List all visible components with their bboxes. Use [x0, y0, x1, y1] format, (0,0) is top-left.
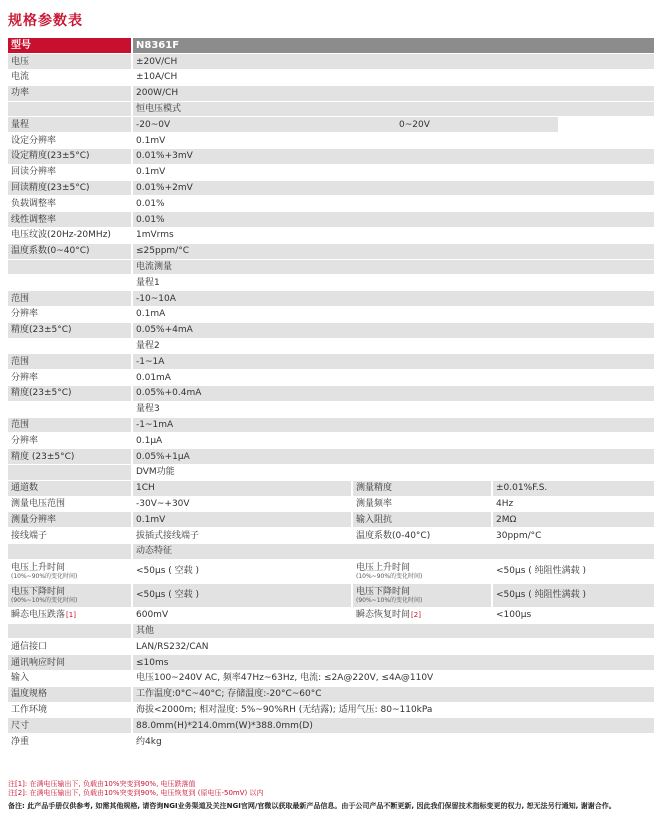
table-row: [8, 449, 654, 465]
subsection-row: [8, 275, 654, 291]
table-row: [8, 433, 654, 449]
table-row: [8, 734, 654, 750]
section-title: 动态特征: [132, 544, 654, 560]
row-value: 88.0mm(H)*214.0mm(W)*388.0mm(D): [132, 718, 654, 734]
section-row: [8, 623, 654, 639]
footnote-ref: [2]: [411, 611, 421, 620]
row-label: 通讯响应时间: [8, 655, 132, 671]
row-value: 0.05%+0.4mA: [132, 386, 654, 402]
row-label: 电流: [8, 70, 132, 86]
row-value: <50μs ( 纯阻性满载 ): [492, 583, 654, 607]
row-value: 600mV: [132, 607, 352, 623]
row-label: 设定精度(23±5°C): [8, 149, 132, 165]
table-row: [8, 164, 654, 180]
row-label: 输入阻抗: [352, 512, 492, 528]
footnote-1: 注[1]: 在满电压输出下, 负载由10%突变到90%, 电压跌落值: [8, 780, 196, 788]
row-value: 0.01%: [132, 196, 654, 212]
row-label: 通道数: [8, 480, 132, 496]
table-row: [8, 54, 654, 70]
row-value: ±0.01%F.S.: [492, 480, 654, 496]
table-row: [8, 639, 654, 655]
section-spacer: [8, 623, 132, 639]
table-row: [8, 718, 654, 734]
row-value: 0.1mV: [132, 512, 352, 528]
row-label: 温度系数(0-40°C): [352, 528, 492, 544]
section-row: [8, 259, 654, 275]
table-row: [8, 670, 654, 686]
row-label: 设定分辨率: [8, 133, 132, 149]
row-value: <50μs ( 纯阻性满载 ): [492, 559, 654, 583]
rise-label: 电压上升时间: [356, 562, 411, 573]
row-label: [8, 583, 132, 607]
row-value: -1~1A: [132, 354, 654, 370]
rise-sublabel: (10%~90%的变化时间): [11, 572, 78, 580]
row-value: 拔插式接线端子: [132, 528, 352, 544]
row-value: -30V~+30V: [132, 496, 352, 512]
row-value: 约4kg: [132, 734, 654, 750]
table-row: [8, 583, 654, 607]
row-label: 测量分辨率: [8, 512, 132, 528]
row-label: [8, 559, 132, 583]
table-header-row: [8, 38, 654, 54]
row-value: <50μs ( 空载 ): [132, 559, 352, 583]
row-label: 负载调整率: [8, 196, 132, 212]
section-title: DVM功能: [132, 465, 654, 481]
table-row: [8, 528, 654, 544]
model-name: N8361F: [132, 38, 654, 54]
row-label: 回读精度(23±5°C): [8, 180, 132, 196]
table-row: [8, 85, 654, 101]
subsection-title: 量程2: [132, 338, 654, 354]
row-value: 0.01%: [132, 212, 654, 228]
row-label: [352, 607, 492, 623]
row-label: [352, 583, 492, 607]
row-value: 0~20V: [396, 117, 558, 133]
row-label: 量程: [8, 117, 132, 133]
row-label: 精度(23±5°C): [8, 386, 132, 402]
row-value: 200W/CH: [132, 85, 654, 101]
row-label: 净重: [8, 734, 132, 750]
table-row: [8, 291, 654, 307]
section-row: [8, 544, 654, 560]
row-label: 测量精度: [352, 480, 492, 496]
table-row: [8, 149, 654, 165]
fall-label: 电压下降时间: [356, 586, 411, 597]
row-value: 0.1μA: [132, 433, 654, 449]
table-row: [8, 607, 654, 623]
row-value: 0.1mV: [132, 133, 654, 149]
page-title: 规格参数表: [8, 13, 83, 29]
section-spacer: [8, 338, 132, 354]
row-value: 30ppm/°C: [492, 528, 654, 544]
table-row: [8, 386, 654, 402]
row-label: 回读分辨率: [8, 164, 132, 180]
section-row: [8, 465, 654, 481]
table-row: [8, 496, 654, 512]
row-label: 工作环境: [8, 702, 132, 718]
subsection-title: 量程3: [132, 401, 654, 417]
row-value: ±10A/CH: [132, 70, 654, 86]
row-value: LAN/RS232/CAN: [132, 639, 654, 655]
row-label: 范围: [8, 417, 132, 433]
section-spacer: [8, 465, 132, 481]
row-value: 0.01%+2mV: [132, 180, 654, 196]
transient-recovery-label: 瞬态恢复时间: [356, 610, 411, 621]
model-label: 型号: [8, 38, 132, 54]
row-label: 分辨率: [8, 370, 132, 386]
row-label: 线性调整率: [8, 212, 132, 228]
section-title: 恒电压模式: [132, 101, 654, 117]
row-label: 精度(23±5°C): [8, 322, 132, 338]
subsection-row: [8, 401, 654, 417]
row-value: <100μs: [492, 607, 654, 623]
table-row: [8, 307, 654, 323]
footnote-2: 注[2]: 在满电压输出下, 负载由10%突变到90%, 电压恢复到 (原电压-50mV) 以内: [8, 789, 264, 797]
section-spacer: [8, 101, 132, 117]
footnotes: [8, 780, 658, 798]
row-label: 测量电压范围: [8, 496, 132, 512]
row-label: 测量频率: [352, 496, 492, 512]
table-row: [8, 180, 654, 196]
rise-sublabel: (10%~90%的变化时间): [356, 572, 423, 580]
row-value: 1mVrms: [132, 228, 654, 244]
row-label: 尺寸: [8, 718, 132, 734]
row-value: 0.05%+4mA: [132, 322, 654, 338]
row-label: 分辨率: [8, 307, 132, 323]
table-row: [8, 702, 654, 718]
row-value: -1~1mA: [132, 417, 654, 433]
row-label: 通信接口: [8, 639, 132, 655]
row-value: 2MΩ: [492, 512, 654, 528]
row-value: -10~10A: [132, 291, 654, 307]
row-label: 范围: [8, 291, 132, 307]
row-label: [352, 559, 492, 583]
row-label: 接线端子: [8, 528, 132, 544]
row-value: 工作温度:0°C~40°C; 存储温度:-20°C~60°C: [132, 686, 654, 702]
row-value: 电压100~240V AC, 频率47Hz~63Hz, 电流: ≤2A@220V, ≤4A@110V: [132, 670, 654, 686]
section-spacer: [8, 544, 132, 560]
row-value: 0.01%+3mV: [132, 149, 654, 165]
transient-drop-label: 瞬态电压跌落: [11, 610, 66, 621]
row-label: 功率: [8, 85, 132, 101]
section-spacer: [8, 401, 132, 417]
disclaimer: 备注: 此产品手册仅供参考, 如需其他规格, 请咨询NGI业务渠道及关注NGI官网/官微以获取最新产品信息。由于公司产品不断更新, 因此我们保留技术指标变更的权力, 恕无法另行通知, 谢谢合作。: [8, 802, 616, 810]
table-row: [8, 133, 654, 149]
fall-label: 电压下降时间: [11, 586, 66, 597]
row-label: [8, 607, 132, 623]
row-label: 电压纹波(20Hz-20MHz): [8, 228, 132, 244]
section-title: 其他: [132, 623, 654, 639]
table-row: [8, 354, 654, 370]
table-row: [8, 559, 654, 583]
table-row: [8, 228, 654, 244]
row-value: 1CH: [132, 480, 352, 496]
subsection-title: 量程1: [132, 275, 654, 291]
row-value: ≤25ppm/°C: [132, 243, 654, 259]
table-row: [8, 512, 654, 528]
row-label: 温度规格: [8, 686, 132, 702]
row-label: 精度 (23±5°C): [8, 449, 132, 465]
row-value: ±20V/CH: [132, 54, 654, 70]
row-label: 范围: [8, 354, 132, 370]
table-row: [8, 212, 654, 228]
row-label: 分辨率: [8, 433, 132, 449]
row-value: 海拔<2000m; 相对湿度: 5%~90%RH (无结露); 适用气压: 80~110kPa: [132, 702, 654, 718]
table-row: [8, 243, 654, 259]
row-value: 4Hz: [492, 496, 654, 512]
row-label: 电压: [8, 54, 132, 70]
table-row: [8, 70, 654, 86]
row-label: 温度系数(0~40°C): [8, 243, 132, 259]
section-title: 电流测量: [132, 259, 654, 275]
fall-sublabel: (90%~10%的变化时间): [11, 596, 78, 604]
table-row: [8, 370, 654, 386]
row-value: 0.1mA: [132, 307, 654, 323]
table-row: [8, 655, 654, 671]
table-row: [8, 322, 654, 338]
row-value: <50μs ( 空载 ): [132, 583, 352, 607]
row-value: -20~0V: [132, 117, 492, 133]
table-row: [8, 196, 654, 212]
row-value: 0.1mV: [132, 164, 654, 180]
table-row: [8, 117, 654, 133]
section-spacer: [8, 259, 132, 275]
spec-table: [8, 38, 654, 750]
subsection-row: [8, 338, 654, 354]
row-label: 输入: [8, 670, 132, 686]
table-row: [8, 686, 654, 702]
fall-sublabel: (90%~10%的变化时间): [356, 596, 423, 604]
table-row: [8, 480, 654, 496]
section-spacer: [8, 275, 132, 291]
row-value: ≤10ms: [132, 655, 654, 671]
table-row: [8, 417, 654, 433]
rise-label: 电压上升时间: [11, 562, 66, 573]
row-value: 0.01mA: [132, 370, 654, 386]
footnote-ref: [1]: [66, 611, 76, 620]
section-row: [8, 101, 654, 117]
row-value: 0.05%+1μA: [132, 449, 654, 465]
